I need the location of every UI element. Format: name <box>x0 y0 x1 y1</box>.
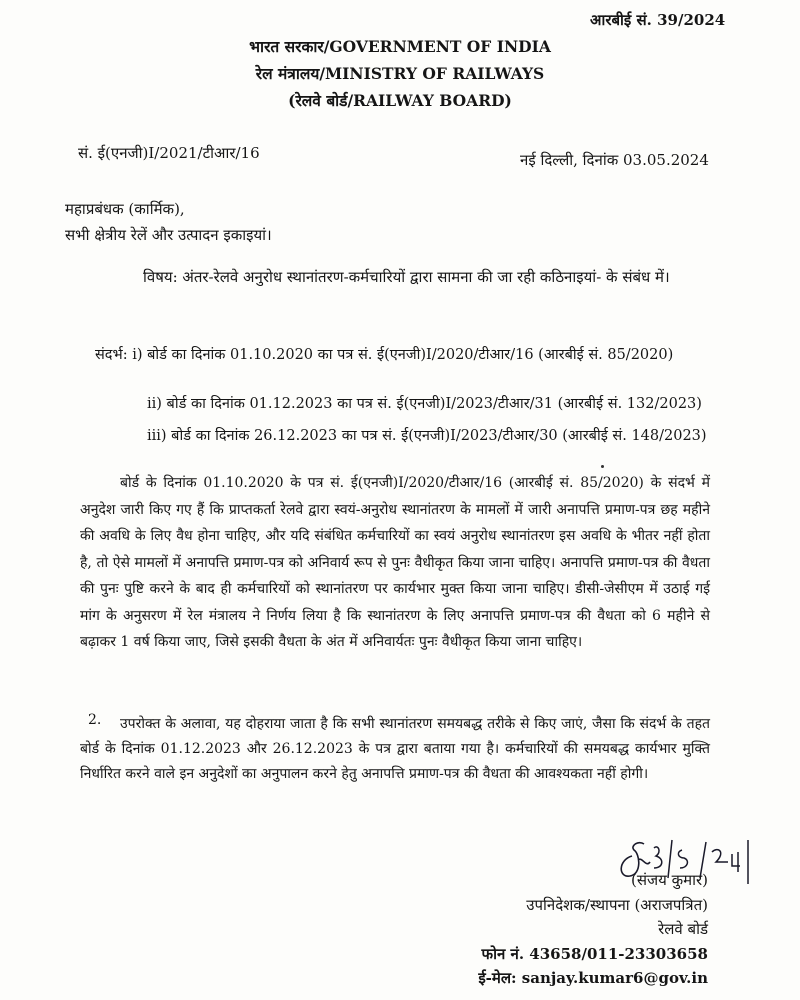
signatory-office: रेलवे बोर्ड <box>658 920 708 938</box>
paragraph-2 <box>80 712 710 787</box>
signatory-email: ई-मेल: sanjay.kumar6@gov.in <box>478 969 708 987</box>
addressee-line-2: सभी क्षेत्रीय रेलें और उत्पादन इकाइयां। <box>65 226 272 244</box>
paragraph-2-number: 2. <box>88 712 102 728</box>
header-government: भारत सरकार/GOVERNMENT OF INDIA <box>249 37 551 56</box>
place-and-date: नई दिल्ली, दिनांक 03.05.2024 <box>520 151 709 169</box>
header-board: (रेलवे बोर्ड/RAILWAY BOARD) <box>288 91 512 110</box>
signatory-name: (संजय कुमार) <box>631 871 708 889</box>
speck <box>601 465 604 468</box>
rbe-number: आरबीई सं. 39/2024 <box>590 11 726 29</box>
header-ministry: रेल मंत्रालय/MINISTRY OF RAILWAYS <box>255 64 545 83</box>
addressee-line-1: महाप्रबंधक (कार्मिक), <box>65 200 185 218</box>
signatory-phone: फोन नं. 43658/011-23303658 <box>481 944 708 963</box>
signatory-designation: उपनिदेशक/स्थापना (अराजपत्रित) <box>526 895 708 914</box>
letter-reference-number: सं. ई(एनजी)I/2021/टीआर/16 <box>78 144 260 162</box>
reference-item: संदर्भ: i) बोर्ड का दिनांक 01.10.2020 का पत्र सं. ई(एनजी)I/2020/टीआर/16 (आरबीई सं. 85/2020) <box>95 347 674 363</box>
reference-item: iii) बोर्ड का दिनांक 26.12.2023 का पत्र सं. ई(एनजी)I/2023/टीआर/30 (आरबीई सं. 148/2023) <box>147 428 707 444</box>
signature-block <box>478 868 708 991</box>
reference-item: ii) बोर्ड का दिनांक 01.12.2023 का पत्र सं. ई(एनजी)I/2023/टीआर/31 (आरबीई सं. 132/2023) <box>147 396 702 412</box>
subject: विषय: अंतर-रेलवे अनुरोध स्थानांतरण-कर्मचारियों द्वारा सामना की जा रही कठिनाइयां- के संबंध में। <box>143 268 670 286</box>
letterhead <box>0 33 800 114</box>
paragraph-2-text: उपरोक्त के अलावा, यह दोहराया जाता है कि सभी स्थानांतरण समयबद्ध तरीके से किए जाएं, जैसा कि संदर्भ के तहत बोर्ड के दिनांक 01.12.2023 और 26.12.2023 के पत्र द्वारा बताया गया है। कर्मचारियों की समयबद्ध कार्यभार मुक्ति निर्धारित करने वाले इन अनुदेशों का अनुपालन करने हेतु अनापत्ति प्रमाण-पत्र की वैधता की आवश्यकता नहीं होगी। <box>80 716 710 782</box>
addressee <box>65 196 272 248</box>
paragraph-1: बोर्ड के दिनांक 01.10.2020 के पत्र सं. ई(एनजी)I/2020/टीआर/16 (आरबीई सं. 85/2020) के संदर्भ में अनुदेश जारी किए गए हैं कि प्राप्तकर्ता रेलवे द्वारा स्वयं-अनुरोध स्थानांतरण के मामलों में जारी अनापत्ति प्रमाण-पत्र छह महीने की अवधि के लिए वैध होना चाहिए, और यदि संबंधित कर्मचारियों का स्वयं अनुरोध स्थानांतरण इस अवधि के भीतर नहीं होता है, तो ऐसे मामलों में अनापत्ति प्रमाण-पत्र को अनिवार्य रूप से पुनः वैधीकृत किया जाना चाहिए। अनापत्ति प्रमाण-पत्र की वैधता की पुनः पुष्टि करने के बाद ही कर्मचारियों को स्थानांतरण पर कार्यभार मुक्त किया जाना चाहिए। डीसी-जेसीएम में उठाई गई मांग के अनुसरण में रेल मंत्रालय ने निर्णय लिया है कि स्थानांतरण के लिए अनापत्ति प्रमाण-पत्र की वैधता को 6 महीने से बढ़ाकर 1 वर्ष किया जाए, जिसे इसकी वैधता के अंत में अनिवार्यतः पुनः वैधीकृत किया जाना चाहिए। <box>80 475 710 650</box>
